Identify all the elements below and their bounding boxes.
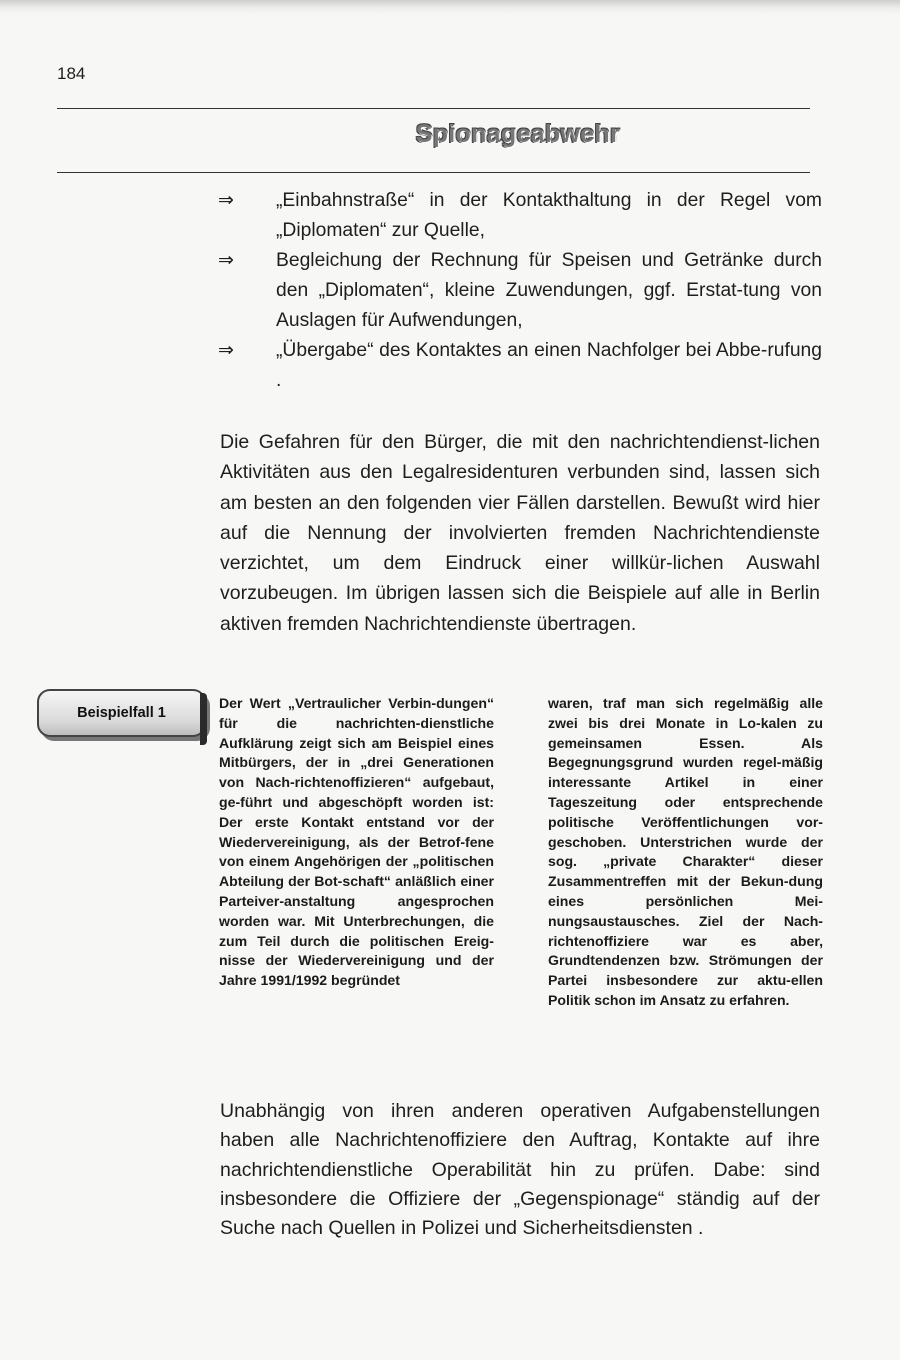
double-arrow-icon: ⇒	[218, 340, 234, 361]
double-arrow-icon: ⇒	[218, 190, 234, 211]
bullet-text: „Einbahnstraße“ in der Kontakthaltung in der Regel vom „Diplomaten“ zur Quelle,	[276, 190, 822, 241]
bullet-text: Begleichung der Rechnung für Speisen und Getränke durch den „Diplomaten“, kleine Zuwendungen, ggf. Erstat-tung von Auslagen für Aufwendungen,	[276, 250, 822, 331]
case-label-box	[37, 689, 206, 737]
bullet-item	[218, 336, 822, 396]
case-text-left-column: Der Wert „Vertraulicher Verbin-dungen“ für die nachrichten-dienstliche Aufklärung zeigt sich am Beispiel eines Mitbürgers, der in „drei Generationen von Nach-richtenoffizieren“ aufgebaut, ge-führt und abgeschöpft worden ist: Der erste Kontakt entstand vor der Wiedervereinigung, als der Betrof-fene von einem Angehörigen der „politischen Abteilung der Bot-schaft“ anläßlich einer Parteiver-anstaltung angesprochen worden war. Mit Unterbrechungen, die zum Teil durch die politischen Ereig-nisse der Wiedervereinigung und der Jahre 1991/1992 begründet	[219, 695, 494, 989]
closing-paragraph: Unabhängig von ihren anderen operativen Aufgabenstellungen haben alle Nachrichtenoffiziere den Auftrag, Kontakte auf ihre nachrichtendienstliche Operabilität hin zu prüfen. Dabe: sind insbesondere die Offiziere der „Gegenspionage“ ständig auf der Suche nach Quellen in Polizei und Sicherheitsdiensten .	[220, 1100, 820, 1240]
case-marker-bar	[200, 693, 207, 745]
page-number: 184	[57, 64, 86, 83]
header-rule-top	[57, 108, 810, 109]
section-title: Spionageabwehr	[415, 120, 620, 148]
bullet-list	[218, 186, 822, 396]
case-label-text: Beispielfall 1	[77, 705, 166, 721]
bullet-item	[218, 246, 822, 336]
header-rule-bottom	[57, 172, 810, 173]
double-arrow-icon: ⇒	[218, 250, 234, 271]
intro-paragraph: Die Gefahren für den Bürger, die mit den nachrichtendienst-lichen Aktivitäten aus den Legalresidenturen verbunden sind, lassen sich am besten an den folgenden vier Fällen darstellen. Bewußt wird hier auf die Nennung der involvierten fremden Nachrichtendienste verzichtet, um dem Eindruck einer willkür-lichen Auswahl vorzubeugen. Im übrigen lassen sich die Beispiele auf alle in Berlin aktiven fremden Nachrichtendienste übertragen.	[220, 431, 820, 635]
case-text-right-column: waren, traf man sich regelmäßig alle zwei bis drei Monate in Lo-kalen zu gemeinsamen Essen. Als Begegnungsgrund wurden regel-mäßig interessante Artikel in einer Tageszeitung oder entsprechende politische Veröffentlichungen vor-geschoben. Unterstrichen wurde der sog. „private Charakter“ dieser Zusammentreffen mit der Bekun-dung eines persönlichen Mei-nungsaustausches. Ziel der Nach-richtenoffiziere war es aber, Grundtendenzen bzw. Strömungen der Partei insbesondere zur aktu-ellen Politik schon im Ansatz zu erfahren.	[548, 695, 823, 1008]
bullet-item	[218, 186, 822, 246]
bullet-text: „Übergabe“ des Kontaktes an einen Nachfolger bei Abbe-rufung .	[276, 340, 822, 391]
scan-edge-shadow	[0, 0, 900, 14]
